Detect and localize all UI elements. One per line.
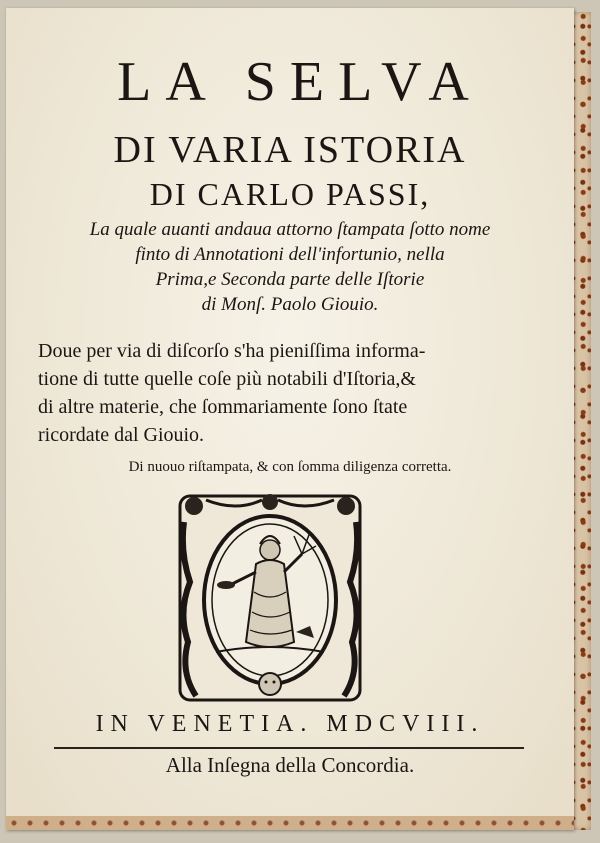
- imprint-divider: [54, 747, 524, 749]
- description-line: di altre materie, che ſommariamente ſono ſtate: [38, 396, 408, 418]
- italic-description-line: finto di Annotationi dell'infortunio, nella: [135, 244, 445, 265]
- description-line: Doue per via di diſcorſo s'ha pieniſſima informa-: [38, 340, 426, 362]
- book-subtitle: DI VARIA ISTORIA: [113, 129, 467, 171]
- title-page: [6, 8, 574, 830]
- imprint-city-date: IN VENETIA. MDCVIII.: [95, 711, 485, 737]
- description-line: ricordate dal Giouio.: [38, 424, 205, 446]
- author-line: DI CARLO PASSI,: [149, 176, 431, 212]
- imprint-sign: Alla Inſegna della Concordia.: [165, 753, 415, 777]
- book-title: LA SELVA: [117, 51, 483, 113]
- reprint-note: Di nuouo riſtampata, & con ſomma diligenza corretta.: [128, 459, 452, 475]
- binding-bottom-edge: [6, 816, 574, 830]
- italic-description-line: Prima,e Seconda parte delle Iſtorie: [155, 269, 425, 290]
- italic-description-line: La quale auanti andaua attorno ſtampata ſotto nome: [89, 219, 491, 240]
- italic-description-line: di Monſ. Paolo Giouio.: [201, 294, 379, 315]
- printer-device-woodcut: [176, 492, 364, 704]
- description-line: tione di tutte quelle coſe più notabili d'Iſtoria,&: [38, 368, 416, 390]
